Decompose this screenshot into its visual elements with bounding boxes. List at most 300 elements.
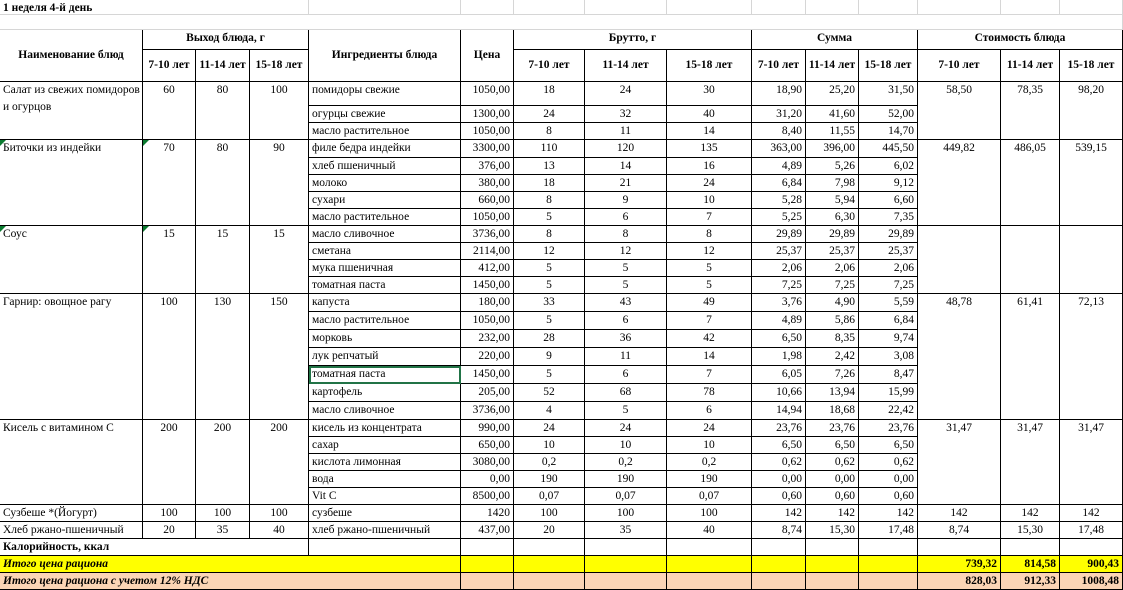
gross-value[interactable]: 42 xyxy=(667,330,752,348)
cost-value[interactable]: 78,35 xyxy=(1001,82,1060,140)
gross-value[interactable]: 8 xyxy=(514,226,585,243)
gross-value[interactable]: 0,07 xyxy=(585,488,667,505)
calories-label[interactable]: Калорийность, ккал xyxy=(0,539,309,556)
gross-value[interactable]: 10 xyxy=(585,437,667,454)
sum-value[interactable]: 31,20 xyxy=(752,106,806,123)
cost-value[interactable]: 142 xyxy=(1060,505,1123,522)
total-vat-empty[interactable] xyxy=(585,573,667,590)
gross-value[interactable]: 24 xyxy=(514,420,585,437)
sum-value[interactable]: 18,90 xyxy=(752,82,806,106)
sum-value[interactable]: 6,84 xyxy=(859,312,918,330)
sum-value[interactable]: 25,20 xyxy=(806,82,859,106)
sum-value[interactable]: 4,90 xyxy=(806,294,859,312)
sum-value[interactable]: 445,50 xyxy=(859,140,918,158)
ingredient-name[interactable]: молоко xyxy=(309,175,461,192)
sum-value[interactable]: 25,37 xyxy=(752,243,806,260)
ingredient-name[interactable]: сахар xyxy=(309,437,461,454)
gross-value[interactable]: 0,07 xyxy=(667,488,752,505)
sum-value[interactable]: 7,26 xyxy=(806,366,859,384)
ingredient-name[interactable]: масло сливочное xyxy=(309,226,461,243)
yield-value[interactable]: 80 xyxy=(196,82,250,140)
sum-value[interactable]: 7,25 xyxy=(752,277,806,294)
sum-value[interactable]: 17,48 xyxy=(859,522,918,539)
sum-value[interactable]: 7,35 xyxy=(859,209,918,226)
sum-value[interactable]: 7,98 xyxy=(806,175,859,192)
yield-value[interactable]: 200 xyxy=(143,420,196,505)
cost-value[interactable]: 72,13 xyxy=(1060,294,1123,420)
sum-value[interactable]: 8,74 xyxy=(752,522,806,539)
sum-value[interactable]: 18,68 xyxy=(806,402,859,420)
cost-value[interactable]: 48,78 xyxy=(918,294,1001,420)
ingredient-price[interactable]: 376,00 xyxy=(461,158,514,175)
ingredient-name[interactable]: сухари xyxy=(309,192,461,209)
gross-value[interactable]: 4 xyxy=(514,402,585,420)
yield-value[interactable]: 40 xyxy=(250,522,309,539)
sum-value[interactable]: 3,76 xyxy=(752,294,806,312)
sum-value[interactable]: 0,60 xyxy=(806,488,859,505)
cost-value[interactable]: 31,47 xyxy=(1001,420,1060,505)
sum-value[interactable]: 23,76 xyxy=(806,420,859,437)
gross-value[interactable]: 11 xyxy=(585,123,667,140)
yield-value[interactable]: 130 xyxy=(196,294,250,420)
ingredient-price[interactable]: 205,00 xyxy=(461,384,514,402)
gross-value[interactable]: 7 xyxy=(667,209,752,226)
gross-value[interactable]: 0,07 xyxy=(514,488,585,505)
yield-value[interactable]: 200 xyxy=(250,420,309,505)
empty-cell[interactable] xyxy=(859,539,918,556)
ingredient-price[interactable]: 1450,00 xyxy=(461,366,514,384)
total-vat-empty[interactable] xyxy=(752,573,806,590)
yield-value[interactable]: 20 xyxy=(143,522,196,539)
empty-cell[interactable] xyxy=(1060,0,1123,15)
sum-value[interactable]: 8,35 xyxy=(806,330,859,348)
sum-value[interactable]: 29,89 xyxy=(806,226,859,243)
gross-value[interactable]: 5 xyxy=(514,260,585,277)
empty-cell[interactable] xyxy=(667,0,752,15)
ingredient-price[interactable]: 990,00 xyxy=(461,420,514,437)
gross-value[interactable]: 9 xyxy=(585,192,667,209)
empty-cell[interactable] xyxy=(1001,0,1060,15)
gross-value[interactable]: 100 xyxy=(585,505,667,522)
gross-value[interactable]: 24 xyxy=(667,420,752,437)
gross-value[interactable]: 100 xyxy=(667,505,752,522)
ingredient-price[interactable]: 380,00 xyxy=(461,175,514,192)
sum-value[interactable]: 10,66 xyxy=(752,384,806,402)
sum-value[interactable]: 5,86 xyxy=(806,312,859,330)
sum-value[interactable]: 363,00 xyxy=(752,140,806,158)
gross-value[interactable]: 11 xyxy=(585,348,667,366)
sum-value[interactable]: 2,06 xyxy=(806,260,859,277)
gross-value[interactable]: 0,2 xyxy=(667,454,752,471)
cost-value[interactable]: 58,50 xyxy=(918,82,1001,140)
gross-value[interactable]: 12 xyxy=(667,243,752,260)
ingredient-price[interactable]: 1050,00 xyxy=(461,123,514,140)
empty-cell[interactable] xyxy=(806,539,859,556)
sum-value[interactable]: 25,37 xyxy=(806,243,859,260)
sum-value[interactable]: 1,98 xyxy=(752,348,806,366)
empty-cell[interactable] xyxy=(1001,539,1060,556)
sum-value[interactable]: 4,89 xyxy=(752,312,806,330)
ingredient-name[interactable]: мука пшеничная xyxy=(309,260,461,277)
cost-empty[interactable] xyxy=(918,226,1001,294)
total-value[interactable]: 900,43 xyxy=(1060,556,1123,573)
gross-value[interactable]: 18 xyxy=(514,82,585,106)
gross-value[interactable]: 7 xyxy=(667,366,752,384)
ingredient-name[interactable]: кисель из концентрата xyxy=(309,420,461,437)
sum-value[interactable]: 0,62 xyxy=(806,454,859,471)
cost-value[interactable]: 486,05 xyxy=(1001,140,1060,226)
sum-value[interactable]: 3,08 xyxy=(859,348,918,366)
gross-value[interactable]: 5 xyxy=(514,312,585,330)
gross-value[interactable]: 13 xyxy=(514,158,585,175)
gross-value[interactable]: 78 xyxy=(667,384,752,402)
empty-cell[interactable] xyxy=(514,0,585,15)
gross-value[interactable]: 5 xyxy=(514,209,585,226)
dish-name[interactable]: Соус xyxy=(0,226,143,294)
total-empty[interactable] xyxy=(859,556,918,573)
cost-value[interactable]: 15,30 xyxy=(1001,522,1060,539)
total-vat-empty[interactable] xyxy=(859,573,918,590)
gross-value[interactable]: 12 xyxy=(585,243,667,260)
ingredient-price[interactable]: 180,00 xyxy=(461,294,514,312)
gross-value[interactable]: 100 xyxy=(514,505,585,522)
cost-value[interactable]: 98,20 xyxy=(1060,82,1123,140)
ingredient-price[interactable]: 1420 xyxy=(461,505,514,522)
ingredient-price[interactable]: 1050,00 xyxy=(461,209,514,226)
sum-value[interactable]: 142 xyxy=(752,505,806,522)
gross-value[interactable]: 5 xyxy=(667,260,752,277)
ingredient-price[interactable]: 3300,00 xyxy=(461,140,514,158)
sum-value[interactable]: 6,50 xyxy=(752,437,806,454)
sum-value[interactable]: 6,30 xyxy=(806,209,859,226)
empty-cell[interactable] xyxy=(309,0,461,15)
ingredient-name[interactable]: хлеб пшеничный xyxy=(309,158,461,175)
ingredient-price[interactable]: 412,00 xyxy=(461,260,514,277)
gross-value[interactable]: 6 xyxy=(585,366,667,384)
sum-value[interactable]: 23,76 xyxy=(752,420,806,437)
sum-value[interactable]: 0,60 xyxy=(859,488,918,505)
gross-value[interactable]: 6 xyxy=(667,402,752,420)
sum-value[interactable]: 142 xyxy=(806,505,859,522)
sum-value[interactable]: 6,50 xyxy=(859,437,918,454)
cost-value[interactable]: 17,48 xyxy=(1060,522,1123,539)
ingredient-name[interactable]: капуста xyxy=(309,294,461,312)
sum-value[interactable]: 0,62 xyxy=(752,454,806,471)
total-empty[interactable] xyxy=(752,556,806,573)
ingredient-name[interactable]: масло сливочное xyxy=(309,402,461,420)
empty-cell[interactable] xyxy=(461,539,514,556)
sum-value[interactable]: 8,40 xyxy=(752,123,806,140)
gross-value[interactable]: 5 xyxy=(514,366,585,384)
ingredient-price[interactable]: 3736,00 xyxy=(461,402,514,420)
ingredient-price[interactable]: 1050,00 xyxy=(461,82,514,106)
empty-cell[interactable] xyxy=(309,539,461,556)
ingredient-price[interactable]: 660,00 xyxy=(461,192,514,209)
sum-value[interactable]: 6,84 xyxy=(752,175,806,192)
ingredient-price[interactable]: 437,00 xyxy=(461,522,514,539)
sum-value[interactable]: 15,99 xyxy=(859,384,918,402)
total-vat-label[interactable]: Итого цена рациона с учетом 12% НДС xyxy=(0,573,461,590)
ingredient-name[interactable]: хлеб ржано-пшеничный xyxy=(309,522,461,539)
ingredient-name[interactable]: кислота лимонная xyxy=(309,454,461,471)
empty-cell[interactable] xyxy=(667,539,752,556)
yield-value[interactable]: 60 xyxy=(143,82,196,140)
cost-value[interactable]: 8,74 xyxy=(918,522,1001,539)
sum-value[interactable]: 4,89 xyxy=(752,158,806,175)
yield-value[interactable]: 100 xyxy=(143,294,196,420)
gross-value[interactable]: 5 xyxy=(585,402,667,420)
gross-value[interactable]: 5 xyxy=(514,277,585,294)
ingredient-name[interactable]: масло растительное xyxy=(309,209,461,226)
sum-value[interactable]: 9,74 xyxy=(859,330,918,348)
dish-name[interactable]: Кисель с витамином С xyxy=(0,420,143,505)
yield-value[interactable]: 35 xyxy=(196,522,250,539)
empty-cell[interactable] xyxy=(585,0,667,15)
yield-value[interactable]: 100 xyxy=(250,82,309,140)
yield-value[interactable]: 80 xyxy=(196,140,250,226)
yield-value[interactable]: 100 xyxy=(143,505,196,522)
yield-value[interactable]: 70 xyxy=(143,140,196,226)
gross-value[interactable]: 36 xyxy=(585,330,667,348)
gross-value[interactable]: 52 xyxy=(514,384,585,402)
sum-value[interactable]: 41,60 xyxy=(806,106,859,123)
gross-value[interactable]: 24 xyxy=(514,106,585,123)
gross-value[interactable]: 40 xyxy=(667,106,752,123)
sum-value[interactable]: 5,28 xyxy=(752,192,806,209)
ingredient-name[interactable]: масло растительное xyxy=(309,312,461,330)
empty-cell[interactable] xyxy=(806,0,859,15)
gross-value[interactable]: 32 xyxy=(585,106,667,123)
total-vat-value[interactable]: 912,33 xyxy=(1001,573,1060,590)
sum-value[interactable]: 5,94 xyxy=(806,192,859,209)
ingredient-name[interactable]: Vit C xyxy=(309,488,461,505)
yield-value[interactable]: 100 xyxy=(250,505,309,522)
gross-value[interactable]: 8 xyxy=(514,123,585,140)
sum-value[interactable]: 6,50 xyxy=(806,437,859,454)
gross-value[interactable]: 10 xyxy=(514,437,585,454)
gross-value[interactable]: 110 xyxy=(514,140,585,158)
yield-value[interactable]: 100 xyxy=(196,505,250,522)
empty-cell[interactable] xyxy=(752,0,806,15)
gross-value[interactable]: 14 xyxy=(667,123,752,140)
yield-value[interactable]: 15 xyxy=(196,226,250,294)
gross-value[interactable]: 12 xyxy=(514,243,585,260)
ingredient-price[interactable]: 3736,00 xyxy=(461,226,514,243)
total-vat-empty[interactable] xyxy=(667,573,752,590)
yield-value[interactable]: 200 xyxy=(196,420,250,505)
gross-value[interactable]: 24 xyxy=(585,82,667,106)
ingredient-name[interactable]: масло растительное xyxy=(309,123,461,140)
cost-value[interactable]: 539,15 xyxy=(1060,140,1123,226)
gross-value[interactable]: 24 xyxy=(585,420,667,437)
total-vat-value[interactable]: 828,03 xyxy=(918,573,1001,590)
sum-value[interactable]: 29,89 xyxy=(752,226,806,243)
dish-name[interactable]: Хлеб ржано-пшеничный xyxy=(0,522,143,539)
sum-value[interactable]: 8,47 xyxy=(859,366,918,384)
sum-value[interactable]: 14,70 xyxy=(859,123,918,140)
ingredient-name[interactable]: томатная паста xyxy=(309,366,461,384)
gross-value[interactable]: 14 xyxy=(667,348,752,366)
ingredient-name[interactable]: сузбеше xyxy=(309,505,461,522)
empty-cell[interactable] xyxy=(1060,539,1123,556)
sum-value[interactable]: 142 xyxy=(859,505,918,522)
gross-value[interactable]: 21 xyxy=(585,175,667,192)
ingredient-price[interactable]: 3080,00 xyxy=(461,454,514,471)
gross-value[interactable]: 8 xyxy=(585,226,667,243)
gross-value[interactable]: 6 xyxy=(585,209,667,226)
sum-value[interactable]: 31,50 xyxy=(859,82,918,106)
sum-value[interactable]: 0,00 xyxy=(859,471,918,488)
cost-value[interactable]: 61,41 xyxy=(1001,294,1060,420)
ingredient-price[interactable]: 0,00 xyxy=(461,471,514,488)
sum-value[interactable]: 14,94 xyxy=(752,402,806,420)
sum-value[interactable]: 11,55 xyxy=(806,123,859,140)
empty-cell[interactable] xyxy=(918,0,1001,15)
gross-value[interactable]: 0,2 xyxy=(585,454,667,471)
gross-value[interactable]: 5 xyxy=(585,260,667,277)
ingredient-price[interactable]: 8500,00 xyxy=(461,488,514,505)
gross-value[interactable]: 6 xyxy=(585,312,667,330)
sum-value[interactable]: 7,25 xyxy=(859,277,918,294)
total-empty[interactable] xyxy=(514,556,585,573)
ingredient-price[interactable]: 1050,00 xyxy=(461,312,514,330)
total-vat-value[interactable]: 1008,48 xyxy=(1060,573,1123,590)
ingredient-name[interactable]: огурцы свежие xyxy=(309,106,461,123)
dish-name[interactable]: Салат из свежих помидоров и огурцов xyxy=(0,82,143,140)
sum-value[interactable]: 22,42 xyxy=(859,402,918,420)
sum-value[interactable]: 15,30 xyxy=(806,522,859,539)
ingredient-name[interactable]: вода xyxy=(309,471,461,488)
cost-empty[interactable] xyxy=(1001,226,1060,294)
empty-cell[interactable] xyxy=(461,0,514,15)
total-label[interactable]: Итого цена рациона xyxy=(0,556,461,573)
ingredient-price[interactable]: 232,00 xyxy=(461,330,514,348)
cost-value[interactable]: 31,47 xyxy=(1060,420,1123,505)
sum-value[interactable]: 6,50 xyxy=(752,330,806,348)
gross-value[interactable]: 5 xyxy=(585,277,667,294)
sum-value[interactable]: 5,59 xyxy=(859,294,918,312)
gross-value[interactable]: 190 xyxy=(514,471,585,488)
gross-value[interactable]: 10 xyxy=(667,192,752,209)
total-value[interactable]: 814,58 xyxy=(1001,556,1060,573)
sheet-title[interactable]: 1 неделя 4-й день xyxy=(0,0,309,15)
gross-value[interactable]: 20 xyxy=(514,522,585,539)
sum-value[interactable]: 5,25 xyxy=(752,209,806,226)
total-vat-empty[interactable] xyxy=(806,573,859,590)
gross-value[interactable]: 24 xyxy=(667,175,752,192)
gross-value[interactable]: 68 xyxy=(585,384,667,402)
yield-value[interactable]: 150 xyxy=(250,294,309,420)
gross-value[interactable]: 190 xyxy=(585,471,667,488)
yield-value[interactable]: 15 xyxy=(250,226,309,294)
ingredient-name[interactable]: филе бедра индейки xyxy=(309,140,461,158)
sum-value[interactable]: 0,62 xyxy=(859,454,918,471)
gross-value[interactable]: 0,2 xyxy=(514,454,585,471)
sum-value[interactable]: 52,00 xyxy=(859,106,918,123)
dish-name[interactable]: Гарнир: овощное рагу xyxy=(0,294,143,420)
total-value[interactable]: 739,32 xyxy=(918,556,1001,573)
ingredient-price[interactable]: 650,00 xyxy=(461,437,514,454)
gross-value[interactable]: 35 xyxy=(585,522,667,539)
sum-value[interactable]: 25,37 xyxy=(859,243,918,260)
sum-value[interactable]: 6,05 xyxy=(752,366,806,384)
gross-value[interactable]: 10 xyxy=(667,437,752,454)
ingredient-name[interactable]: лук репчатый xyxy=(309,348,461,366)
gross-value[interactable]: 30 xyxy=(667,82,752,106)
sum-value[interactable]: 9,12 xyxy=(859,175,918,192)
ingredient-price[interactable]: 220,00 xyxy=(461,348,514,366)
ingredient-price[interactable]: 1450,00 xyxy=(461,277,514,294)
gross-value[interactable]: 5 xyxy=(667,277,752,294)
empty-cell[interactable] xyxy=(514,539,585,556)
sum-value[interactable]: 2,42 xyxy=(806,348,859,366)
yield-value[interactable]: 90 xyxy=(250,140,309,226)
gross-value[interactable]: 9 xyxy=(514,348,585,366)
empty-cell[interactable] xyxy=(918,539,1001,556)
sum-value[interactable]: 13,94 xyxy=(806,384,859,402)
cost-value[interactable]: 142 xyxy=(1001,505,1060,522)
sum-value[interactable]: 7,25 xyxy=(806,277,859,294)
gross-value[interactable]: 135 xyxy=(667,140,752,158)
ingredient-price[interactable]: 2114,00 xyxy=(461,243,514,260)
gross-value[interactable]: 43 xyxy=(585,294,667,312)
dish-name[interactable]: Биточки из индейки xyxy=(0,140,143,226)
gross-value[interactable]: 8 xyxy=(514,192,585,209)
gross-value[interactable]: 8 xyxy=(667,226,752,243)
sum-value[interactable]: 0,00 xyxy=(806,471,859,488)
total-vat-empty[interactable] xyxy=(514,573,585,590)
sum-value[interactable]: 0,00 xyxy=(752,471,806,488)
cost-value[interactable]: 142 xyxy=(918,505,1001,522)
total-vat-empty[interactable] xyxy=(461,573,514,590)
gross-value[interactable]: 28 xyxy=(514,330,585,348)
ingredient-name[interactable]: морковь xyxy=(309,330,461,348)
empty-cell[interactable] xyxy=(752,539,806,556)
sum-value[interactable]: 6,02 xyxy=(859,158,918,175)
cost-value[interactable]: 31,47 xyxy=(918,420,1001,505)
ingredient-name[interactable]: томатная паста xyxy=(309,277,461,294)
total-empty[interactable] xyxy=(667,556,752,573)
total-empty[interactable] xyxy=(461,556,514,573)
ingredient-name[interactable]: картофель xyxy=(309,384,461,402)
ingredient-price[interactable]: 1300,00 xyxy=(461,106,514,123)
sum-value[interactable]: 396,00 xyxy=(806,140,859,158)
ingredient-name[interactable]: сметана xyxy=(309,243,461,260)
sum-value[interactable]: 2,06 xyxy=(859,260,918,277)
sum-value[interactable]: 2,06 xyxy=(752,260,806,277)
gross-value[interactable]: 16 xyxy=(667,158,752,175)
empty-cell[interactable] xyxy=(859,0,918,15)
gross-value[interactable]: 7 xyxy=(667,312,752,330)
gross-value[interactable]: 190 xyxy=(667,471,752,488)
ingredient-name[interactable]: помидоры свежие xyxy=(309,82,461,106)
sum-value[interactable]: 5,26 xyxy=(806,158,859,175)
gross-value[interactable]: 18 xyxy=(514,175,585,192)
cost-empty[interactable] xyxy=(1060,226,1123,294)
empty-cell[interactable] xyxy=(585,539,667,556)
gross-value[interactable]: 49 xyxy=(667,294,752,312)
gross-value[interactable]: 33 xyxy=(514,294,585,312)
sum-value[interactable]: 29,89 xyxy=(859,226,918,243)
sum-value[interactable]: 0,60 xyxy=(752,488,806,505)
total-empty[interactable] xyxy=(585,556,667,573)
gross-value[interactable]: 120 xyxy=(585,140,667,158)
total-empty[interactable] xyxy=(806,556,859,573)
sum-value[interactable]: 23,76 xyxy=(859,420,918,437)
gross-value[interactable]: 40 xyxy=(667,522,752,539)
cost-value[interactable]: 449,82 xyxy=(918,140,1001,226)
gross-value[interactable]: 14 xyxy=(585,158,667,175)
